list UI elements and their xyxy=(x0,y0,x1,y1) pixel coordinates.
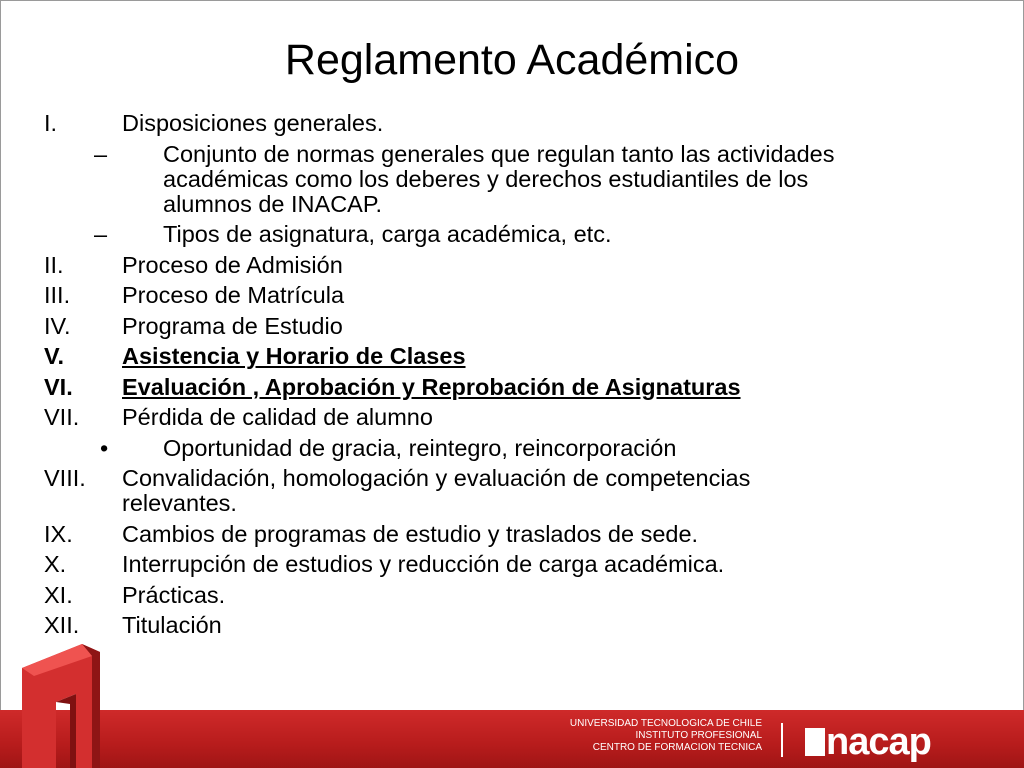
bullet-marker: • xyxy=(100,434,109,461)
item-text: Interrupción de estudios y reducción de carga académica. xyxy=(122,551,725,577)
list-item-continuation xyxy=(0,192,1000,217)
item-number: X. xyxy=(44,551,67,577)
item-number: V. xyxy=(44,343,65,369)
list-item xyxy=(0,314,1000,339)
item-text: relevantes. xyxy=(122,490,237,516)
item-text: Titulación xyxy=(122,612,222,638)
item-number: I. xyxy=(44,110,58,136)
list-item xyxy=(0,613,1000,638)
item-text: Proceso de Matrícula xyxy=(122,282,345,308)
item-text: Cambios de programas de estudio y traslados de sede. xyxy=(122,520,699,547)
red-3d-arch-icon xyxy=(20,640,110,768)
item-text: Oportunidad de gracia, reintegro, reincorporación xyxy=(163,434,677,461)
footer-institution-text xyxy=(520,718,762,754)
inacap-logo-text: nacap xyxy=(826,721,931,763)
item-text: alumnos de INACAP. xyxy=(163,190,383,217)
list-item-highlighted xyxy=(0,375,1000,400)
item-number: IV. xyxy=(44,312,71,339)
outline-list xyxy=(0,111,1000,638)
item-text: Asistencia y Horario de Clases xyxy=(122,343,466,369)
inacap-logo-icon xyxy=(805,728,825,756)
footer-divider xyxy=(781,723,783,757)
item-text: Pérdida de calidad de alumno xyxy=(122,404,433,430)
list-item xyxy=(0,522,1000,547)
list-item xyxy=(0,111,1000,136)
item-number: III. xyxy=(44,282,71,308)
item-number: XII. xyxy=(44,612,80,638)
item-text: Convalidación, homologación y evaluación de competencias xyxy=(122,465,751,491)
footer-line-university: UNIVERSIDAD TECNOLOGICA DE CHILE xyxy=(569,718,762,729)
list-item xyxy=(0,142,1000,167)
list-item xyxy=(0,405,1000,430)
list-item-highlighted xyxy=(0,344,1000,369)
list-item xyxy=(0,253,1000,278)
item-text: Prácticas. xyxy=(122,581,226,608)
item-text: Proceso de Admisión xyxy=(122,251,343,278)
list-item xyxy=(0,283,1000,308)
item-text: académicas como los deberes y derechos estudiantiles de los xyxy=(163,165,809,192)
item-number: VIII. xyxy=(44,465,86,491)
item-number: XI. xyxy=(44,581,73,608)
item-text: Tipos de asignatura, carga académica, etc. xyxy=(163,221,612,247)
item-number: VII. xyxy=(44,404,80,430)
dash-marker: – xyxy=(94,140,108,167)
list-item-continuation xyxy=(0,167,1000,192)
slide-title: Reglamento Académico xyxy=(284,36,740,84)
list-item xyxy=(0,466,1000,491)
list-item xyxy=(0,583,1000,608)
list-item xyxy=(0,436,1000,461)
item-number: VI. xyxy=(44,373,73,400)
list-item xyxy=(0,552,1000,577)
dash-marker: – xyxy=(94,221,108,247)
item-text: Disposiciones generales. xyxy=(122,110,384,136)
item-number: II. xyxy=(44,251,64,278)
list-item xyxy=(0,222,1000,247)
item-text: Evaluación , Aprobación y Reprobación de Asignaturas xyxy=(122,373,741,400)
item-text: Programa de Estudio xyxy=(122,312,343,339)
footer-line-institute: INSTITUTO PROFESIONAL xyxy=(635,730,762,741)
item-number: IX. xyxy=(44,520,73,547)
footer-line-cft: CENTRO DE FORMACION TECNICA xyxy=(592,742,762,753)
item-text: Conjunto de normas generales que regulan tanto las actividades xyxy=(163,140,835,167)
list-item-continuation xyxy=(0,491,1000,516)
